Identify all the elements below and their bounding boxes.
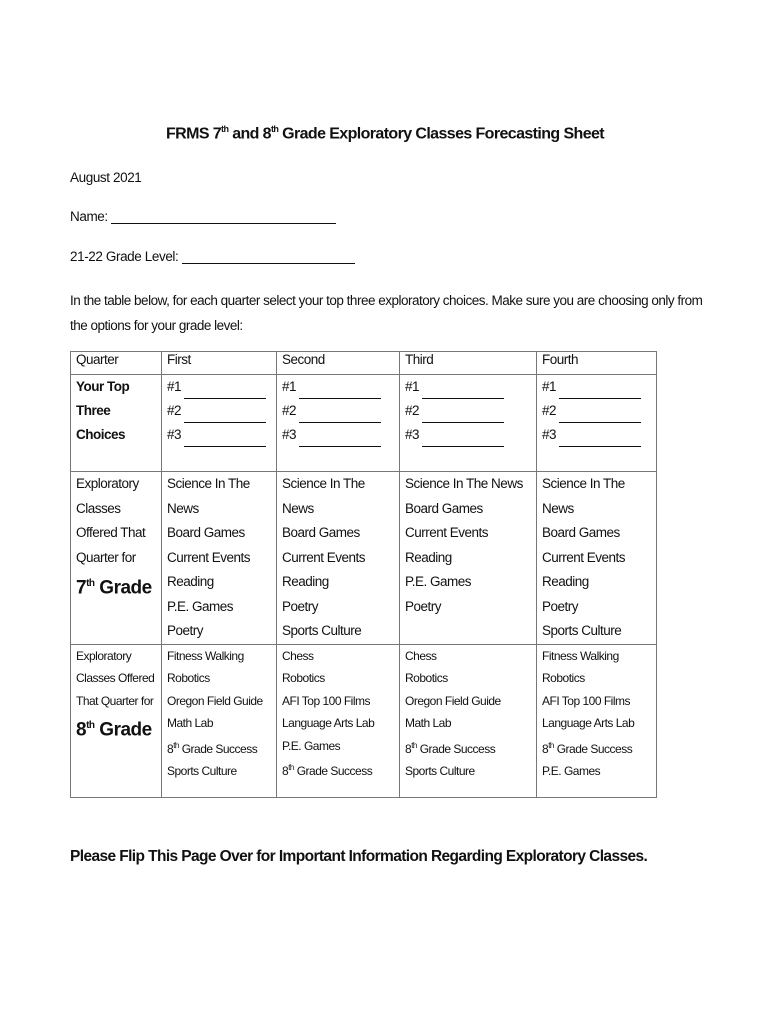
class-item: Current Events [282,549,366,565]
class-item: Chess [405,648,437,663]
class-item: AFI Top 100 Films [282,693,370,708]
forecast-table [70,351,657,798]
header-first: First [162,352,277,375]
choice-line[interactable]: #3 [167,423,271,447]
class-item: Reading [405,549,452,565]
class-item: 8th Grade Success [405,740,496,756]
class-item: Oregon Field Guide [405,693,501,708]
class-item: Board Games [542,525,620,540]
class-item: P.E. Games [405,574,472,589]
grade7-third-list [400,472,537,645]
class-item: Language Arts Lab [542,716,635,730]
header-third: Third [400,352,537,375]
class-item: Poetry [167,623,204,638]
choice-line[interactable]: #2 [542,399,651,423]
class-item: Sports Culture [542,623,622,638]
grade8-second-list [277,644,400,797]
grade7-row [71,472,657,645]
class-item: Robotics [542,671,585,685]
grade8-first-list [162,644,277,797]
choice-line[interactable]: #1 [405,375,531,399]
choices-second[interactable] [277,375,400,472]
class-item: Reading [542,574,589,589]
class-item: Board Games [167,525,245,540]
class-item: Board Games [405,500,483,516]
footer-note: Please Flip This Page Over for Important Information Regarding Exploratory Classes. [70,848,648,865]
class-item: Current Events [405,525,489,540]
class-item: Science In The News [282,476,365,516]
class-item: Math Lab [405,716,452,730]
choices-first[interactable] [162,375,277,472]
choice-line[interactable]: #2 [167,399,271,423]
class-item: Robotics [167,671,210,685]
class-item: Language Arts Lab [282,716,375,730]
grade8-fourth-list [537,644,657,797]
name-label: Name: [70,209,108,224]
class-item: Board Games [282,525,360,540]
grade8-third-list [400,644,537,797]
grade7-fourth-list [537,472,657,645]
choices-fourth[interactable] [537,375,657,472]
class-item: Current Events [167,549,251,565]
class-item: Oregon Field Guide [167,693,263,708]
grade8-label: Exploratory Classes Offered That Quarter for 8th Grade [71,644,162,797]
grade7-label: Exploratory Classes Offered That Quarter for 7th Grade [71,472,162,645]
choice-line[interactable]: #3 [282,423,394,447]
choices-label: Your Top Three Choices [71,375,162,472]
grade7-second-list [277,472,400,645]
class-item: P.E. Games [282,738,341,753]
choice-line[interactable]: #2 [282,399,394,423]
header-row [71,352,657,375]
class-item: Sports Culture [282,623,362,638]
class-item: Robotics [405,671,448,685]
grade-level-row [70,249,355,264]
grade7-first-list [162,472,277,645]
date-line: August 2021 [70,170,142,185]
class-item: Sports Culture [167,764,237,778]
name-input-line[interactable] [111,209,336,224]
class-item: P.E. Games [167,598,234,614]
header-fourth: Fourth [537,352,657,375]
choices-row [71,375,657,472]
class-item: Robotics [282,671,325,685]
class-item: Reading [282,574,329,589]
choice-line[interactable]: #1 [542,375,651,399]
instructions: In the table below, for each quarter select your top three exploratory choices. Make sure you are choosing only from the options for your grade level: [70,293,703,333]
class-item: Reading [167,574,214,589]
class-item: 8th Grade Success [542,740,633,756]
class-item: AFI Top 100 Films [542,693,630,708]
grade-level-input-line[interactable] [182,249,355,264]
class-item: P.E. Games [542,764,601,778]
class-item: Science In The News [405,476,523,491]
document-title: FRMS 7th and 8th Grade Exploratory Classes Forecasting Sheet [165,124,605,143]
header-quarter: Quarter [71,352,162,375]
class-item: Current Events [542,549,626,565]
class-item: Poetry [282,598,319,614]
class-item: Science In The News [542,476,625,516]
choice-line[interactable]: #3 [542,423,651,447]
choice-line[interactable]: #1 [167,375,271,399]
choice-line[interactable]: #2 [405,399,531,423]
name-field-row [70,209,336,224]
class-item: Sports Culture [405,764,475,778]
class-item: Fitness Walking [542,648,619,663]
header-second: Second [277,352,400,375]
class-item: Science In The News [167,476,250,516]
class-item: 8th Grade Success [167,740,258,756]
class-item: Poetry [542,598,579,614]
class-item: 8th Grade Success [282,763,373,778]
choice-line[interactable]: #1 [282,375,394,399]
class-item: Math Lab [167,716,214,730]
grade8-row [71,644,657,797]
class-item: Chess [282,648,314,663]
choice-line[interactable]: #3 [405,423,531,447]
grade-level-label: 21-22 Grade Level: [70,249,179,264]
class-item: Poetry [405,598,442,614]
choices-third[interactable] [400,375,537,472]
class-item: Fitness Walking [167,648,244,663]
